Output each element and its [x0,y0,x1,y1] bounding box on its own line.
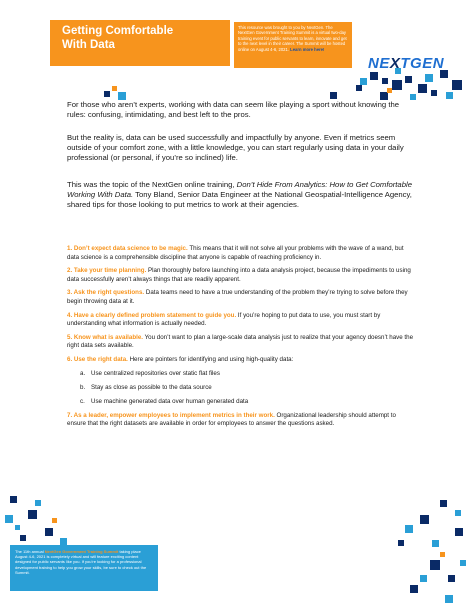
subpoint-b: b. Stay as close as possible to the data source [80,383,212,391]
intro-paragraph-1: For those who aren’t experts, working with data can seem like playing a sport without knowing the rules: confusing, intimidating, and best left to the pros. [67,100,400,119]
summit-promo-box: The 11th annual NextGen Government Training Summit taking place August 4-6, 2021 is completely virtual and will feature exciting content designed for public servants like you. If you’re looking for a professional development training to help you grow your skills, be sure to check out the Summit. [10,545,158,591]
summit-note [234,22,352,68]
title-line-1: Getting Comfortable [62,25,174,37]
nextgen-logo: NEXTGEN [368,55,445,72]
subpoint-c: c. Use machine generated data over human generated data [80,397,249,405]
tip-6: 6. Use the right data. Here are pointers for identifying and using high-quality data: [67,355,294,363]
tip-3: 3. Ask the right questions. Data teams need to have a true understanding of the problem they’re trying to solve before they begin throwing data at it. [67,289,408,305]
tip-7: 7. As a leader, empower employees to implement metrics in their work. Organizational leadership should attempt to ensure that the right datasets are available in order for employees to answer the questions asked. [67,411,396,428]
intro-paragraph-3: This was the topic of the NextGen online training, Don’t Hide From Analytics: How to Get Comfortable Working With Data. Tony Bland, Senior Data Engineer at the National Geospatial-Intelligence Agency, shared tips for those looking to put metrics to work at their agencies. [67,180,412,209]
summit-link[interactable]: NextGen Government Training Summit [44,549,119,554]
intro-paragraph-2: But the reality is, data can be used successfully and impactfully by anyone. Even if metrics seem outside of your comfort zone, with a little knowledge, you can start regularly using data in your daily professional (or personal, if you’re so inclined) life. [67,133,404,162]
tip-1: 1. Don’t expect data science to be magic. This means that it will not solve all your problems with the wave of a wand, but data science is a comprehensible discipline that anyone is capable of reaching proficiency in. [67,245,404,261]
tip-4: 4. Have a clearly defined problem statement to guide you. If you’re hoping to put data to use, you must start by understanding what information is actually needed. [67,311,381,328]
tip-5: 5. Know what is available. You don’t want to plan a large-scale data analysis just to realize that your agency doesn’t have the right data sets available. [67,333,414,350]
title-line-2: With Data [62,39,115,51]
training-title: Don’t Hide From Analytics: How to Get Comfortable Working With Data. [67,180,412,199]
document-title [62,24,222,52]
learn-more-link[interactable]: Learn more here! [290,46,325,52]
tip-2: 2. Take your time planning. Plan thoroughly before launching into a data analysis project, because the impediments to using data successfully aren’t always things that are readily apparent. [67,267,411,283]
subpoint-a: a. Use centralized repositories over static flat files [80,369,220,377]
tips-list [67,245,415,434]
summit-note-text: This resource was brought to you by NextGen. The NextGen Government Training Summit is a virtual two-day training event for public servants to learn, innovate and get to the next level in their career. The Summit will be hosted online on August 4-6, 2021. [238,25,347,52]
